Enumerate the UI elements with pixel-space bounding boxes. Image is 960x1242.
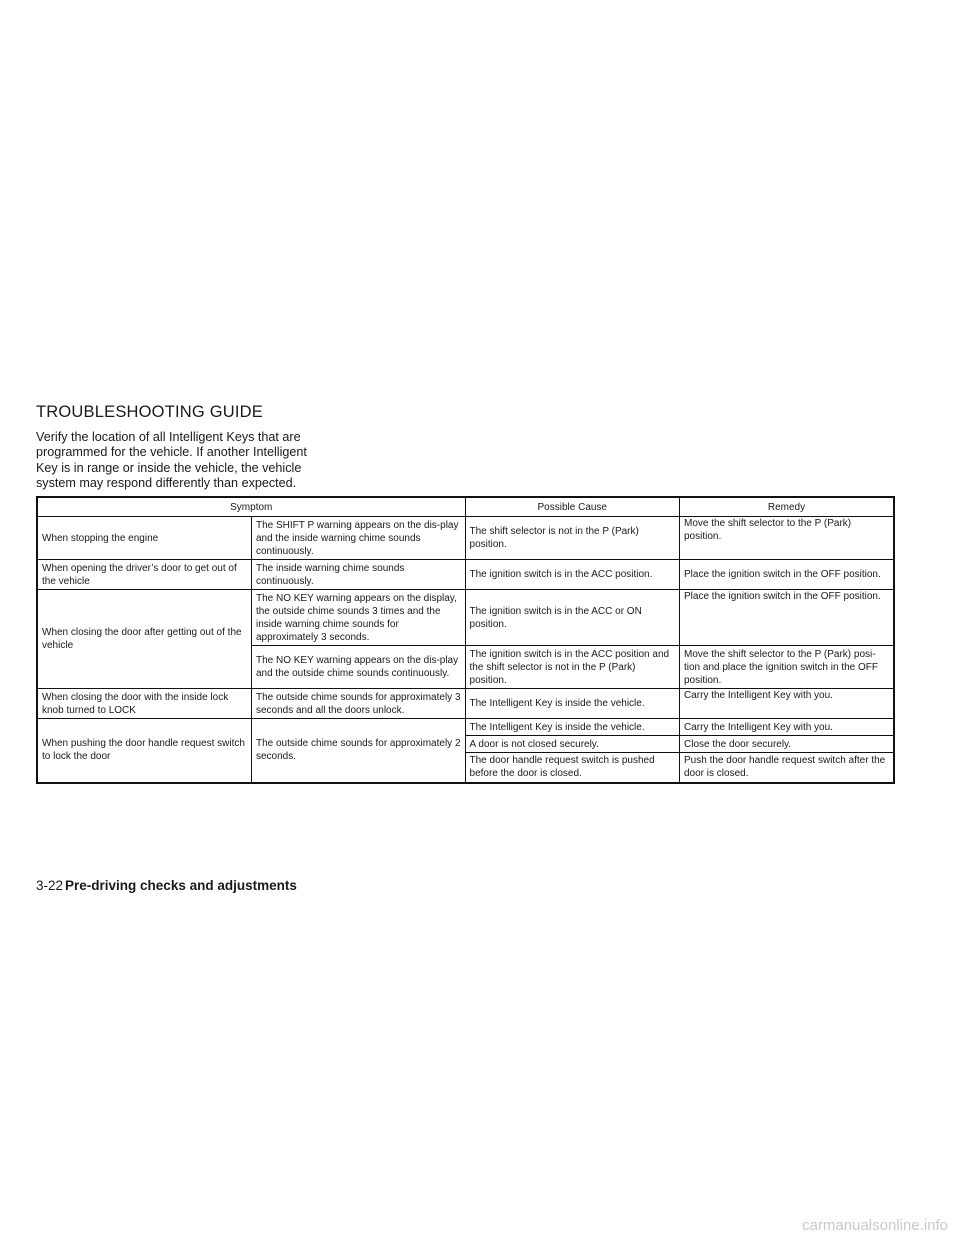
table-header-row xyxy=(37,497,894,517)
symptom-detail-cell: The SHIFT P warning appears on the dis-play and the inside warning chime sounds continuously. xyxy=(251,517,465,560)
header-remedy: Remedy xyxy=(680,497,895,517)
symptom-detail-cell: The inside warning chime sounds continuously. xyxy=(251,560,465,590)
table-row xyxy=(37,689,894,719)
cause-cell: The ignition switch is in the ACC or ON position. xyxy=(465,590,679,646)
intro-line: system may respond differently than expected. xyxy=(36,476,297,491)
header-possible-cause: Possible Cause xyxy=(465,497,679,517)
remedy-cell: Carry the Intelligent Key with you. xyxy=(680,689,895,719)
page-number: 3-22 xyxy=(36,878,64,893)
intro-line: Key is in range or inside the vehicle, the vehicle xyxy=(36,460,302,475)
remedy-cell: Move the shift selector to the P (Park) position. xyxy=(680,517,895,560)
page-footer xyxy=(36,878,297,893)
page-title: TROUBLESHOOTING GUIDE xyxy=(36,403,263,421)
remedy-cell: Carry the Intelligent Key with you. xyxy=(680,719,895,736)
remedy-cell: Place the ignition switch in the OFF position. xyxy=(680,590,895,646)
cause-cell: The ignition switch is in the ACC position. xyxy=(465,560,679,590)
remedy-cell: Close the door securely. xyxy=(680,736,895,753)
symptom-cell: When closing the door with the inside lock knob turned to LOCK xyxy=(37,689,251,719)
symptom-detail-cell: The outside chime sounds for approximately 3 seconds and all the doors unlock. xyxy=(251,689,465,719)
cause-cell: The Intelligent Key is inside the vehicle. xyxy=(465,689,679,719)
intro-line: Verify the location of all Intelligent Keys that are xyxy=(36,430,301,444)
symptom-detail-cell: The NO KEY warning appears on the dis-play and the outside chime sounds continuously. xyxy=(251,646,465,689)
watermark: carmanualsonline.info xyxy=(802,1217,948,1234)
intro-line: programmed for the vehicle. If another Intelligent xyxy=(36,445,307,460)
table-row xyxy=(37,719,894,736)
symptom-detail-cell: The NO KEY warning appears on the display, the outside chime sounds 3 times and the inside warning chime sounds for approximately 3 seconds. xyxy=(251,590,465,646)
remedy-cell: Place the ignition switch in the OFF position. xyxy=(680,560,895,590)
header-symptom: Symptom xyxy=(37,497,465,517)
cause-cell: The door handle request switch is pushed before the door is closed. xyxy=(465,753,679,783)
intro-paragraph xyxy=(36,430,326,492)
symptom-cell: When closing the door after getting out of the vehicle xyxy=(37,590,251,689)
table-row xyxy=(37,590,894,646)
cause-cell: The shift selector is not in the P (Park) position. xyxy=(465,517,679,560)
symptom-cell: When pushing the door handle request switch to lock the door xyxy=(37,719,251,783)
cause-cell: A door is not closed securely. xyxy=(465,736,679,753)
symptom-detail-cell: The outside chime sounds for approximately 2 seconds. xyxy=(251,719,465,783)
symptom-cell: When opening the driver’s door to get out of the vehicle xyxy=(37,560,251,590)
symptom-cell: When stopping the engine xyxy=(37,517,251,560)
cause-cell: The Intelligent Key is inside the vehicle. xyxy=(465,719,679,736)
section-title: Pre-driving checks and adjustments xyxy=(65,878,297,893)
table-row xyxy=(37,517,894,560)
table-row xyxy=(37,560,894,590)
remedy-cell: Move the shift selector to the P (Park) posi-tion and place the ignition switch in the OFF position. xyxy=(680,646,895,689)
cause-cell: The ignition switch is in the ACC position and the shift selector is not in the P (Park) position. xyxy=(465,646,679,689)
remedy-cell: Push the door handle request switch after the door is closed. xyxy=(680,753,895,783)
troubleshooting-table xyxy=(36,496,895,784)
